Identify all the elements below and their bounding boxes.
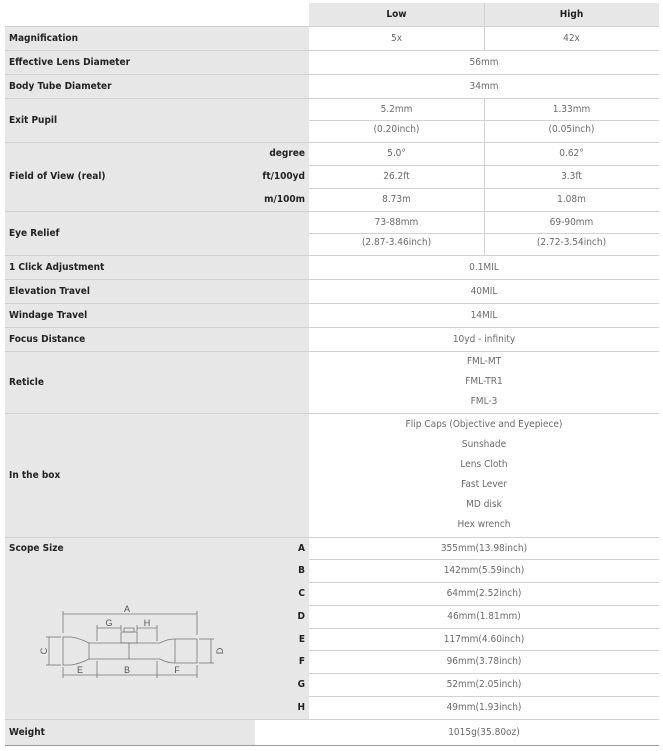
reticle-item: FML-3: [470, 396, 498, 407]
scope-key-d: D: [297, 611, 305, 622]
exit-pupil-high-inch: (0.05inch): [548, 124, 595, 135]
fov-ft-high: 3.3ft: [484, 165, 659, 188]
reticle-item: FML-TR1: [465, 376, 503, 387]
weight-label: Weight: [5, 719, 255, 745]
reticle-item: FML-MT: [466, 356, 502, 367]
scope-value-b: 142mm(5.59inch): [309, 559, 659, 582]
diagram-label-d: D: [215, 647, 225, 655]
fov-label: Field of View (real): [5, 142, 309, 211]
diagram-label-c: C: [39, 647, 49, 655]
weight-value: 1015g(35.80oz): [309, 719, 659, 745]
fov-degree-high: 0.62°: [484, 142, 659, 165]
click-value: 0.1MIL: [309, 255, 659, 279]
fov-m-low: 8.73m: [309, 188, 484, 211]
diagram-label-f: F: [174, 665, 180, 675]
click-label: 1 Click Adjustment: [5, 255, 309, 279]
eye-relief-low-mm: 73-88mm: [374, 217, 419, 228]
scope-value-g: 52mm(2.05inch): [309, 673, 659, 696]
in-box-item: Sunshade: [461, 439, 507, 450]
magnification-high: 42x: [484, 26, 659, 50]
scope-value-c: 64mm(2.52inch): [309, 582, 659, 605]
scope-key-e: E: [298, 633, 305, 645]
spec-table: [5, 3, 659, 746]
in-box-item: Lens Cloth: [460, 459, 508, 470]
scope-size-label: Scope Size: [9, 543, 64, 554]
body-tube-label: Body Tube Diameter: [5, 74, 309, 98]
scope-key-h: H: [297, 702, 305, 713]
magnification-label: Magnification: [5, 26, 309, 50]
magnification-low: 5x: [309, 26, 484, 50]
diagram-label-g: G: [105, 618, 113, 628]
scope-value-h: 49mm(1.93inch): [309, 696, 659, 719]
scope-value-a: 355mm(13.98inch): [309, 537, 659, 559]
weight-spacer: [255, 719, 309, 745]
eye-relief-high-mm: 69-90mm: [549, 217, 594, 228]
focus-value: 10yd - infinity: [309, 327, 659, 351]
focus-label: Focus Distance: [5, 327, 309, 351]
header-high: High: [484, 3, 659, 26]
in-box-item: Flip Caps (Objective and Eyepiece): [405, 419, 563, 430]
in-box-label: In the box: [5, 413, 309, 537]
diagram-label-a: A: [123, 604, 131, 614]
scope-key-g: G: [297, 679, 305, 690]
effective-lens-label: Effective Lens Diameter: [5, 50, 309, 74]
scope-key-b: B: [298, 565, 305, 576]
scope-size-diagram: [35, 603, 235, 681]
fov-m-unit: m/100m: [264, 194, 305, 205]
fov-m-high: 1.08m: [484, 188, 659, 211]
exit-pupil-high-mm: 1.33mm: [552, 104, 591, 115]
fov-ft-unit: ft/100yd: [262, 171, 305, 182]
in-box-item: Fast Lever: [461, 479, 507, 490]
effective-lens-value: 56mm: [309, 50, 659, 74]
diagram-label-h: H: [143, 618, 151, 628]
fov-degree-low: 5.0°: [309, 142, 484, 165]
diagram-label-e: E: [76, 665, 84, 675]
scope-key-c: C: [298, 588, 305, 599]
windage-label: Windage Travel: [5, 303, 309, 327]
in-box-item: MD disk: [466, 499, 502, 510]
fov-degree-unit: degree: [269, 148, 305, 159]
scope-value-d: 46mm(1.81mm): [309, 605, 659, 628]
exit-pupil-low-inch: (0.20inch): [373, 124, 420, 135]
body-tube-value: 34mm: [309, 74, 659, 98]
in-box-value: [309, 413, 659, 537]
elevation-label: Elevation Travel: [5, 279, 309, 303]
scope-key-f: F: [298, 656, 305, 667]
exit-pupil-label: Exit Pupil: [5, 98, 309, 142]
exit-pupil-low-mm: 5.2mm: [380, 104, 413, 115]
elevation-value: 40MIL: [309, 279, 659, 303]
windage-value: 14MIL: [309, 303, 659, 327]
scope-value-e: 117mm(4.60inch): [309, 628, 659, 650]
eye-relief-high-inch: (2.72-3.54inch): [536, 237, 607, 248]
in-box-item: Hex wrench: [457, 519, 511, 530]
header-corner: [5, 3, 309, 26]
eye-relief-label: Eye Relief: [5, 211, 309, 255]
scope-key-a: A: [298, 542, 305, 554]
fov-ft-low: 26.2ft: [309, 165, 484, 188]
header-low: Low: [309, 3, 484, 26]
diagram-label-b: B: [123, 665, 131, 675]
eye-relief-low-inch: (2.87-3.46inch): [361, 237, 432, 248]
reticle-label: Reticle: [5, 351, 309, 413]
scope-value-f: 96mm(3.78inch): [309, 650, 659, 673]
reticle-value: [309, 351, 659, 413]
